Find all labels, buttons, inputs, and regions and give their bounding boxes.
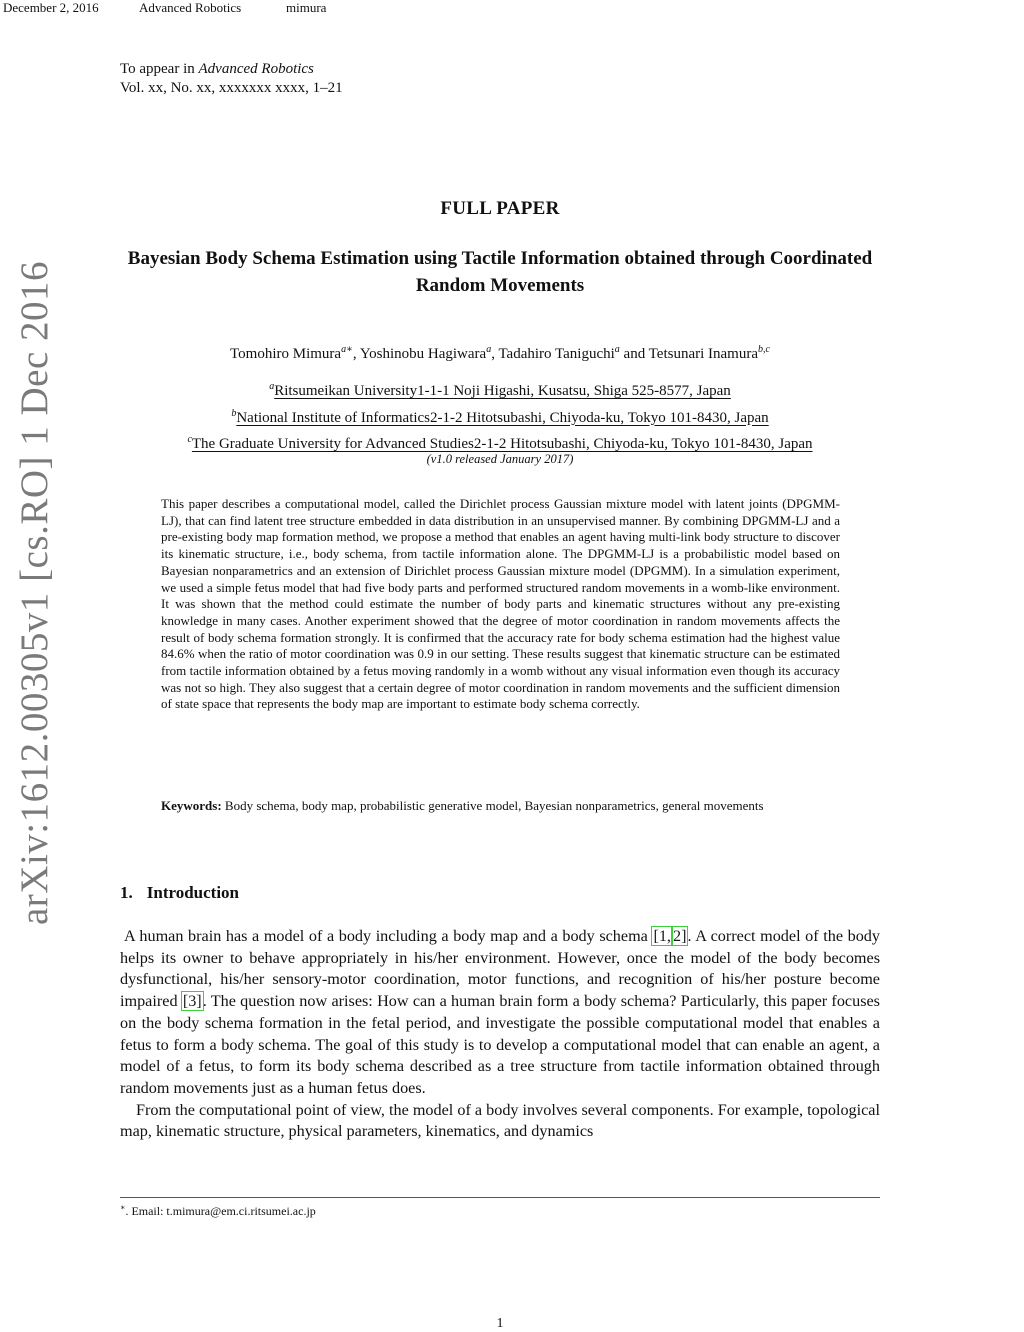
affiliation-link[interactable]: Ritsumeikan University1-1-1 Noji Higashi, Kusatsu, Shiga 525-8577, Japan — [274, 383, 731, 399]
footnote-text: . Email: t.mimura@em.ci.ritsumei.ac.jp — [125, 1204, 316, 1218]
citation-link[interactable]: 2] — [672, 927, 687, 945]
author-list: Tomohiro Mimura$^{a∗}$, Yoshinobu Hagiwara$^a$, Tadahiro Taniguchi$^a$ and Tetsunari Inamura$^{b,c}$ — [230, 344, 770, 362]
introduction-body — [120, 926, 880, 1143]
abstract: This paper describes a computational model, called the Dirichlet process Gaussian mixture model with latent joints (DPGMM-LJ), that can find latent tree structure embedded in data distribution in an unsupervised manner. By combining DPGMM-LJ and a pre-existing body map formation method, we propose a method that enables an agent having multi-link body structure to discover its kinematic structure, i.e., body schema, from tactile information alone. The DPGMM-LJ is a probabilistic model based on Bayesian nonparametrics and an extension of Dirichlet process Gaussian mixture model (DPGMM). In a simulation experiment, we used a simple fetus model that had five body parts and performed structured random movements in a womb-like environment. It was shown that the method could estimate the number of body parts and kinematic structures without any pre-existing knowledge in many cases. Another experiment showed that the degree of motor coordination in random movements affects the result of body schema formation strongly. It is confirmed that the accuracy rate for body schema estimation had the highest value 84.6% when the ratio of motor coordination was 0.9 in our setting. These results suggest that kinematic structure can be estimated from tactile information obtained by a fetus moving randomly in a womb without any visual information even though its accuracy was not so high. They also suggest that a certain degree of motor coordination in random movements and the sufficient dimension of state space that represents the body map are important to estimate body schema correctly. — [161, 496, 840, 712]
arxiv-stamp: arXiv:1612.00305v1 [cs.RO] 1 Dec 2016 — [13, 260, 56, 925]
affiliation-link[interactable]: National Institute of Informatics2-1-2 Hitotsubashi, Chiyoda-ku, Tokyo 101-8430, Japan — [236, 409, 769, 426]
affiliation: $^a$Ritsumeikan University1-1-1 Noji Higashi, Kusatsu, Shiga 525-8577, Japan — [269, 381, 731, 399]
author-name: Tadahiro Taniguchi — [498, 346, 615, 362]
paragraph: A human brain has a model of a body including a body map and a body schema [1, 2]. A correct model of the body helps its owner to behave appropriately in his/her environment. However, once the model of the body becomes dysfunctional, his/her sensory-motor coordination, motor functions, and recognition of his/her posture become impaired [3]. The question now arises: How can a human brain form a body schema? Particularly, this paper focuses on the body schema formation in the fetal period, and investigate the possible computational model that enables a fetus to form a body schema. The goal of this study is to develop a computational model that can enable an agent, a model of a fetus, to form its body schema described as a tree structure from tactile information obtained through random movements just as a human fetus does. — [120, 927, 880, 1097]
affiliation-link[interactable]: The Graduate University for Advanced Studies2-1-2 Hitotsubashi, Chiyoda-ku, Tokyo 101-8430, Japan — [191, 436, 813, 452]
keywords — [161, 797, 840, 814]
affiliation: $^b$National Institute of Informatics2-1-2 Hitotsubashi, Chiyoda-ku, Tokyo 101-8430, Japan — [231, 407, 769, 426]
section-heading — [120, 883, 239, 903]
keywords-label: Keywords: — [161, 798, 222, 813]
section-title: Introduction — [146, 883, 240, 902]
paper-type: FULL PAPER — [440, 198, 560, 219]
page-number: 1 — [496, 1316, 504, 1331]
footnote — [120, 1203, 316, 1219]
author-affil-mark: a — [614, 344, 620, 355]
citation-link[interactable]: [3] — [182, 992, 202, 1011]
appear-journal: Advanced Robotics — [198, 61, 314, 77]
paper-title: Bayesian Body Schema Estimation using Tactile Information obtained through Coordinated Random Movements — [127, 248, 873, 296]
author-affil-mark: b,c — [758, 344, 770, 355]
author-name: Tomohiro Mimura — [230, 346, 342, 362]
affiliation: $^c$The Graduate University for Advanced Studies2-1-2 Hitotsubashi, Chiyoda-ku, Tokyo 101-8430, Japan — [187, 434, 813, 452]
running-head-journal: Advanced Robotics — [139, 0, 242, 15]
keywords-text: Body schema, body map, probabilistic generative model, Bayesian nonparametrics, general movements — [221, 798, 764, 813]
author-affil-mark: a∗ — [341, 344, 353, 355]
affiliations — [120, 376, 880, 456]
author-name: Yoshinobu Hagiwara — [359, 346, 487, 362]
section-number: 1. — [120, 883, 133, 902]
citation-link[interactable]: [1, — [653, 927, 671, 945]
publication-info — [120, 60, 343, 98]
footnote-mark: ∗ — [120, 1203, 126, 1212]
appear-prefix: To appear in — [120, 61, 199, 77]
footnote-divider — [120, 1197, 880, 1198]
version-note: (v1.0 released January 2017) — [426, 452, 574, 466]
paragraph: From the computational point of view, the model of a body involves several components. For example, topological map, kinematic structure, physical parameters, kinematics, and dynamics — [120, 1100, 880, 1141]
author-affil-mark: a — [486, 344, 492, 355]
volume-line: Vol. xx, No. xx, xxxxxxx xxxx, 1–21 — [120, 80, 343, 96]
running-head-date: December 2, 2016 — [3, 0, 99, 15]
running-head-author: mimura — [286, 0, 327, 15]
author-name: Tetsunari Inamura — [648, 346, 758, 362]
